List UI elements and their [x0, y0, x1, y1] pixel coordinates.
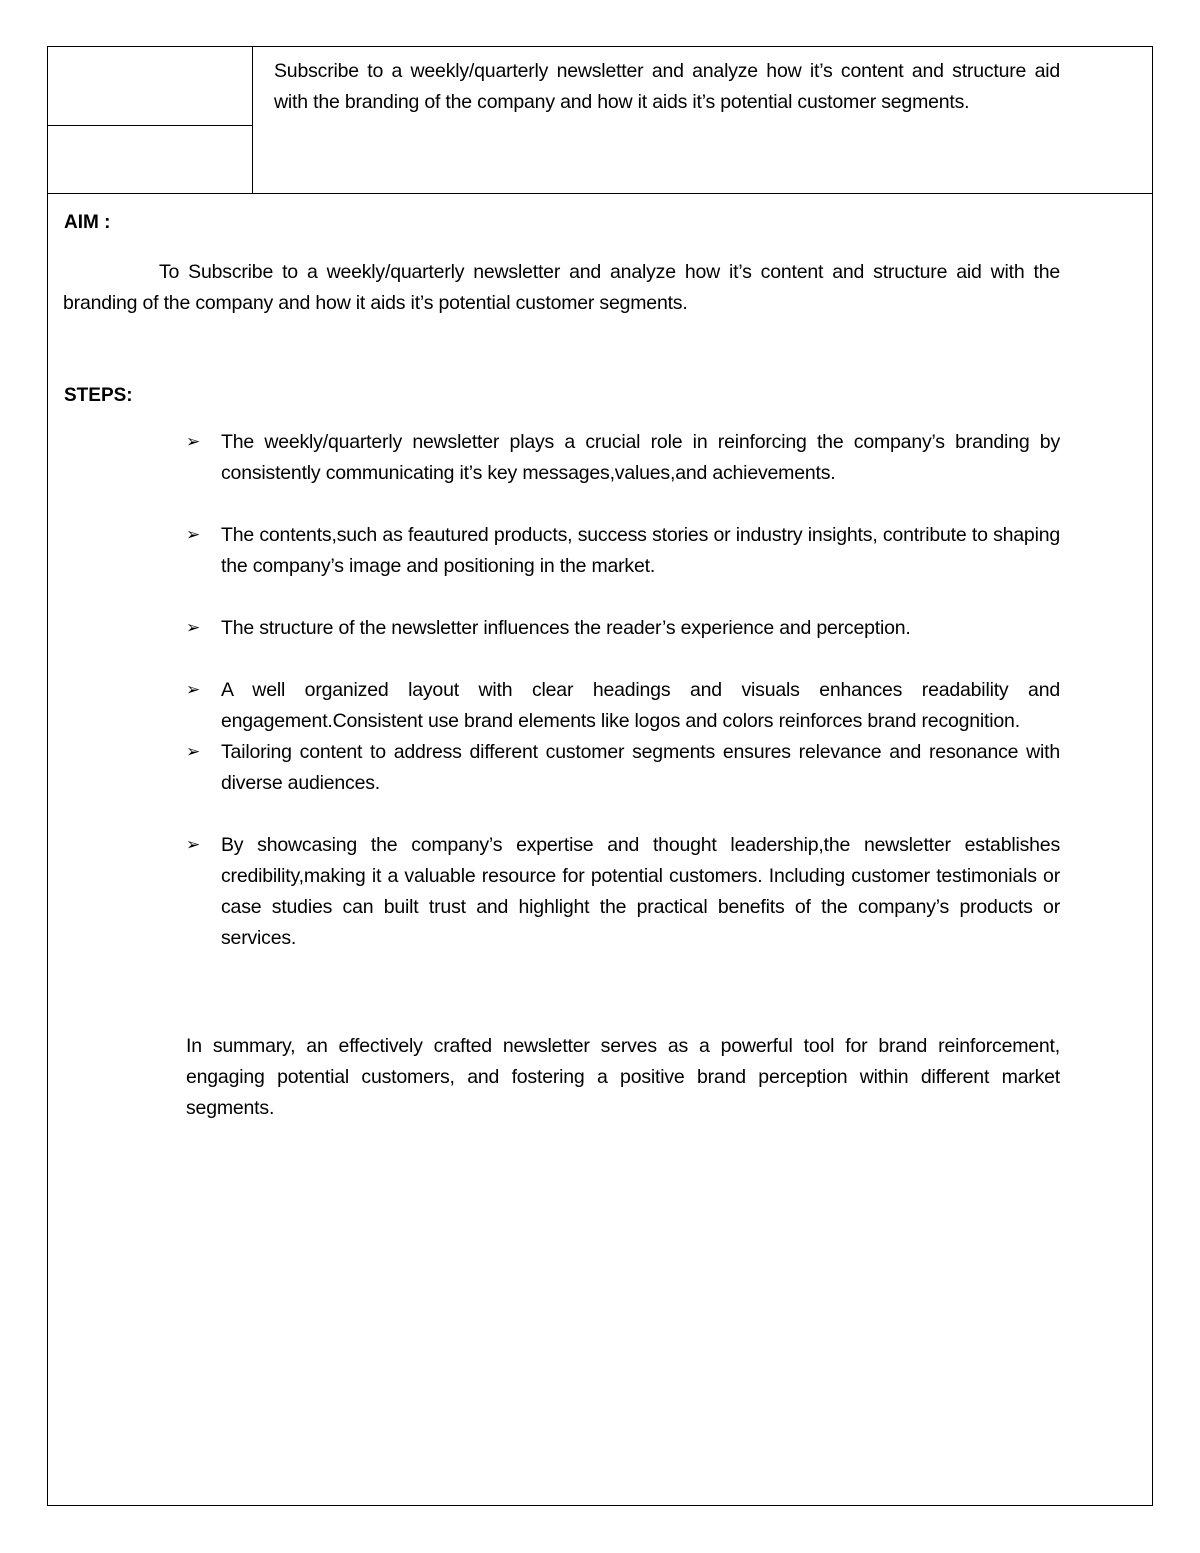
step-text: The structure of the newsletter influences the reader’s experience and perception. [221, 617, 911, 639]
step-item [186, 613, 1060, 644]
steps-heading: STEPS: [64, 385, 133, 406]
step-item [186, 830, 1060, 954]
header-left-top-cell [48, 47, 252, 126]
arrowhead-bullet-icon: ➢ [186, 742, 201, 762]
step-item [186, 737, 1060, 799]
step-item [186, 675, 1060, 737]
step-text: The contents,such as feautured products, success stories or industry insights, contribute to shaping the company’s image and positioning in the market. [221, 524, 1060, 577]
arrowhead-bullet-icon: ➢ [186, 525, 201, 545]
aim-paragraph: To Subscribe to a weekly/quarterly newsletter and analyze how it’s content and structure aid with the branding of the company and how it aids it’s potential customer segments. [63, 261, 1060, 314]
arrowhead-bullet-icon: ➢ [186, 835, 201, 855]
header-left-column [48, 47, 253, 193]
arrowhead-bullet-icon: ➢ [186, 680, 201, 700]
header-table [48, 47, 1152, 194]
steps-list [186, 427, 1060, 954]
experiment-title: Subscribe to a weekly/quarterly newsletter and analyze how it’s content and structure aid with the branding of the company and how it aids it’s potential customer segments. [274, 60, 1060, 113]
step-item [186, 427, 1060, 489]
step-text: The weekly/quarterly newsletter plays a crucial role in reinforcing the company’s branding by consistently communicating it’s key messages,values,and achievements. [221, 431, 1060, 484]
step-text: A well organized layout with clear headings and visuals enhances readability and engagement.Consistent use brand elements like logos and colors reinforces brand recognition. [221, 679, 1060, 732]
step-text: Tailoring content to address different customer segments ensures relevance and resonance with diverse audiences. [221, 741, 1060, 794]
step-item [186, 520, 1060, 582]
header-left-bottom-cell [48, 126, 252, 192]
aim-heading: AIM : [64, 212, 111, 233]
arrowhead-bullet-icon: ➢ [186, 432, 201, 452]
document-frame [47, 46, 1153, 1506]
step-text: By showcasing the company’s expertise and thought leadership,the newsletter establishes credibility,making it a valuable resource for potential customers. Including customer testimonials or case studies can built trust and highlight the practical benefits of the company’s products or services. [221, 834, 1060, 949]
summary-paragraph: In summary, an effectively crafted newsletter serves as a powerful tool for brand reinforcement, engaging potential customers, and fostering a positive brand perception within different market segments. [186, 1035, 1060, 1119]
arrowhead-bullet-icon: ➢ [186, 618, 201, 638]
